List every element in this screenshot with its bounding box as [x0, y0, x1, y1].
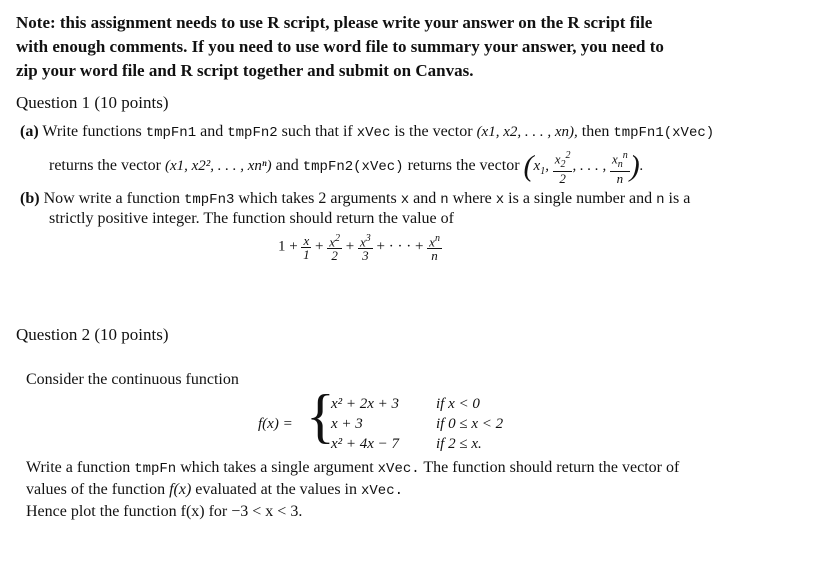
q1a-text-3: such that if [281, 123, 353, 140]
arg-xvec-q2: xVec. [377, 461, 420, 477]
q1a-line-2 [49, 146, 644, 186]
q2-text-2: which takes a single argument [180, 459, 374, 476]
note-line-2: with enough comments. If you need to use word file to summary your answer, you need to [16, 37, 664, 56]
fn-tmpFn2: tmpFn2 [227, 125, 278, 141]
arg-x-2: x [495, 192, 505, 208]
q1b-text-6: is a [668, 190, 691, 207]
q1b-text-3: and [413, 190, 437, 207]
piecewise-brace: { [306, 383, 335, 449]
question-1-heading: Question 1 (10 points) [16, 93, 169, 112]
series-formula: 1 + $\frac{x}{1}$ + $\frac{x^2}{2}$ + $\frac{x^3}{3}$ + · · · + $\frac{x^n}{n}$ [278, 232, 440, 264]
question-2-heading: Question 2 (10 points) [16, 325, 169, 344]
q1b-line-2: strictly positive integer. The function should return the value of [49, 210, 454, 227]
q1a-text-6: returns the vector [49, 157, 161, 174]
call-tmpFn2: tmpFn2(xVec) [302, 159, 404, 175]
vector-x: (x1, x2, . . . , xn), [476, 124, 578, 140]
q2-text-1: Write a function [26, 459, 131, 476]
q2-line-2 [26, 481, 403, 499]
call-tmpFn1: tmpFn1(xVec) [613, 125, 715, 141]
arg-xvec-q2-2: xVec. [361, 483, 404, 499]
q1b-text-2: which takes 2 arguments [238, 190, 397, 207]
q2-fx-ref: f(x) [169, 481, 192, 498]
q1a-text-7: and [275, 157, 299, 174]
q2-text-5: evaluated at the values in [195, 481, 357, 498]
piecewise-fx: f(x) = [258, 416, 293, 432]
case-2-expr: x + 3 [331, 416, 363, 432]
q1a-text-5: then [581, 123, 610, 140]
arg-xvec: xVec [356, 125, 391, 141]
arg-n: n [440, 192, 449, 208]
note-line-3: zip your word file and R script together and submit on Canvas. [16, 61, 474, 80]
fn-tmpFn3: tmpFn3 [183, 192, 235, 208]
q2-intro: Consider the continuous function [26, 371, 239, 388]
vector-powers: (x1, x2², . . . , xnⁿ) [164, 158, 272, 174]
q1b-text-4: where [452, 190, 492, 207]
q2-line-3: Hence plot the function f(x) for −3 < x < 3. [26, 503, 303, 520]
q1a-text-1: Write functions [42, 123, 142, 140]
case-1-cond: if x < 0 [436, 396, 480, 412]
case-3-expr: x² + 4x − 7 [331, 436, 400, 452]
note-line-1: Note: this assignment needs to use R script, please write your answer on the R script file [16, 13, 653, 32]
q1a-text-2: and [200, 123, 224, 140]
q1a-text-8: returns the vector [407, 157, 520, 174]
case-3-cond: if 2 ≤ x. [436, 436, 482, 452]
case-2-cond: if 0 ≤ x < 2 [436, 416, 504, 432]
q1a-text-4: is the vector [394, 123, 473, 140]
q1b-label: (b) [20, 190, 40, 207]
arg-x: x [400, 192, 410, 208]
fn-tmpFn: tmpFn [134, 461, 177, 477]
q2-line-1 [26, 459, 679, 477]
q2-text-4: values of the function [26, 481, 166, 498]
q1b-text-5: is a single number and [508, 190, 653, 207]
q1a-line-1 [20, 123, 714, 141]
q1b-line-1 [20, 190, 690, 208]
q1a-label: (a) [20, 123, 39, 140]
case-1-expr: x² + 2x + 3 [331, 396, 400, 412]
q1b-text-1: Now write a function [43, 190, 180, 207]
vector-divided: ($x_1$, $\frac{x_2^2}{2}$ , . . . , $\frac{x_n^n}{n}$ ). [523, 149, 644, 186]
arg-n-2: n [656, 192, 665, 208]
fn-tmpFn1: tmpFn1 [145, 125, 197, 141]
q2-text-3: The function should return the vector of [423, 459, 680, 476]
